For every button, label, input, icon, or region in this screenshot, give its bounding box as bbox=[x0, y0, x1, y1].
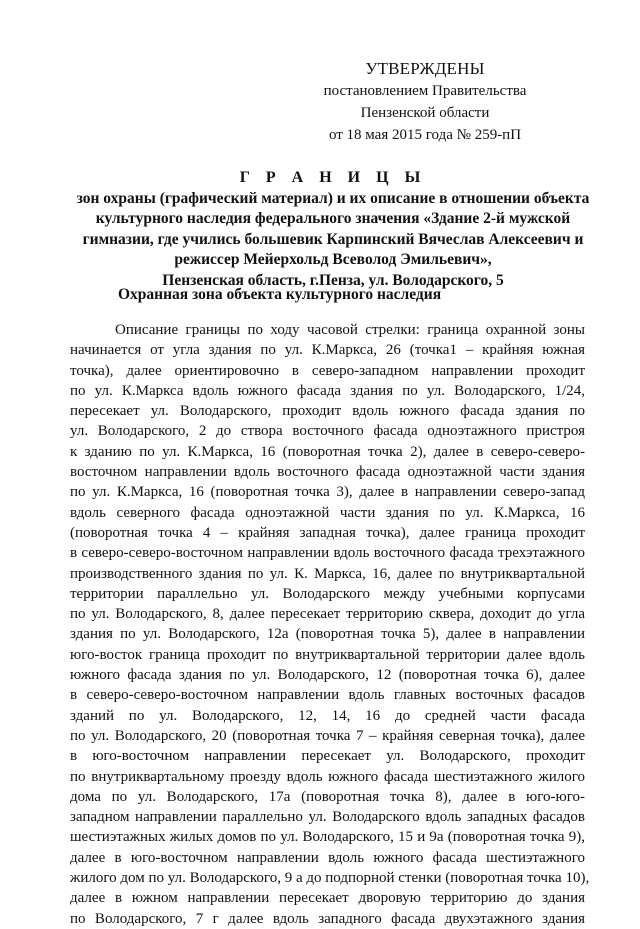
body-line: в юго-восточном направлении пересекает ул. Володарского, проходит bbox=[70, 748, 585, 765]
body-line: далее в южном направлении пересекает дворовую территорию до здания bbox=[70, 890, 585, 907]
title-line: гимназии, где учились большевик Карпинский Вячеслав Алексеевич и bbox=[82, 230, 584, 248]
body-line: начинается от угла здания по ул. К.Маркса, 26 (точка1 – крайняя южная bbox=[70, 342, 585, 359]
title-line: зон охраны (графический материал) и их описание в отношении объекта bbox=[76, 189, 590, 207]
body-line: южного фасада здания по ул. Володарского, 12 (поворотная точка 6), далее bbox=[70, 667, 585, 684]
title-line: режиссер Мейерхольд Всеволод Эмильевич», bbox=[174, 251, 492, 268]
body-line: зданий по ул. Володарского, 12, 14, 16 до средней части фасада bbox=[70, 707, 585, 724]
body-line: по ул. К.Маркса вдоль южного фасада здания по ул. Володарского, 1/24, bbox=[70, 382, 585, 399]
title-line: культурного наследия федерального значения «Здание 2-й мужской bbox=[95, 210, 571, 227]
approval-line: постановлением Правительства bbox=[323, 83, 527, 99]
body-line: восточном направлении вдоль восточного фасада одноэтажной части здания bbox=[70, 464, 585, 481]
body-line: жилого дом по ул. Володарского, 9 а до подпорной стенки (поворотная точка 10), bbox=[70, 870, 590, 887]
section-heading: Охранная зона объекта культурного наследия bbox=[118, 286, 442, 303]
body-line: к зданию по ул. К.Маркса, 16 (поворотная точка 2), далее в северо-северо- bbox=[70, 443, 585, 460]
body-line: в северо-северо-восточном направлении вдоль главных восточных фасадов bbox=[70, 687, 585, 704]
body-line: по Володарского, 7 г далее вдоль западного фасада двухэтажного здания bbox=[70, 910, 585, 927]
body-paragraph bbox=[70, 320, 590, 929]
body-line: ул. Володарского, 2 до створа восточного фасада одноэтажного пристроя bbox=[70, 423, 585, 440]
body-line: производственного здания по ул. К. Маркса, 16, далее по внутриквартальной bbox=[70, 565, 585, 582]
document-title bbox=[70, 168, 596, 291]
body-line: территории параллельно ул. Володарского между учебными корпусами bbox=[70, 585, 585, 602]
body-line: вдоль северного фасада одноэтажной части здания по ул. К.Маркса, 16 bbox=[70, 504, 585, 521]
body-line: пересекает ул. Володарского, проходит вдоль южного фасада здания по bbox=[70, 403, 585, 420]
body-line: в северо-северо-восточном направлении вдоль восточного фасада трехэтажного bbox=[70, 545, 585, 562]
body-line: по ул. Володарского, 20 (поворотная точка 7 – крайняя северная точка), далее bbox=[70, 727, 585, 744]
body-line: западном направлении параллельно ул. Володарского вдоль западных фасадов bbox=[70, 809, 585, 826]
approval-stamp bbox=[300, 58, 550, 146]
approval-heading: УТВЕРЖДЕНЫ bbox=[365, 59, 485, 78]
body-line: далее в юго-восточном направлении вдоль южного фасада шестиэтажного bbox=[70, 849, 585, 866]
body-line: по ул. К.Маркса, 16 (поворотная точка 3), далее в направлении северо-запад bbox=[70, 484, 585, 501]
body-line: точка), далее ориентировочно в северо-западном направлении проходит bbox=[70, 362, 585, 379]
approval-line: от 18 мая 2015 года № 259-пП bbox=[328, 127, 522, 143]
body-line: (поворотная точка 4 – крайняя западная точка), далее граница проходит bbox=[70, 524, 585, 541]
body-line: юго-восток граница проходит по внутриквартальной территории далее вдоль bbox=[70, 646, 585, 663]
approval-line: Пензенской области bbox=[360, 105, 490, 121]
body-line: шестиэтажных жилых домов по ул. Володарского, 15 и 9а (поворотная точка 9), bbox=[70, 829, 585, 846]
title-line: Пензенская область, г.Пенза, ул. Володарского, 5 bbox=[162, 271, 504, 289]
title-main: Г Р А Н И Ц Ы bbox=[239, 169, 427, 186]
body-line: по ул. Володарского, 8, далее пересекает территорию сквера, доходит до угла bbox=[70, 606, 585, 623]
body-line: Описание границы по ходу часовой стрелки: граница охранной зоны bbox=[115, 322, 585, 338]
body-line: здания по ул. Володарского, 12а (поворотная точка 5), далее в направлении bbox=[70, 626, 585, 643]
body-line: по внутриквартальному проезду вдоль южного фасада шестиэтажного жилого bbox=[70, 768, 585, 785]
body-line: дома по ул. Володарского, 17а (поворотная точка 8), далее в юго-юго- bbox=[70, 788, 585, 805]
